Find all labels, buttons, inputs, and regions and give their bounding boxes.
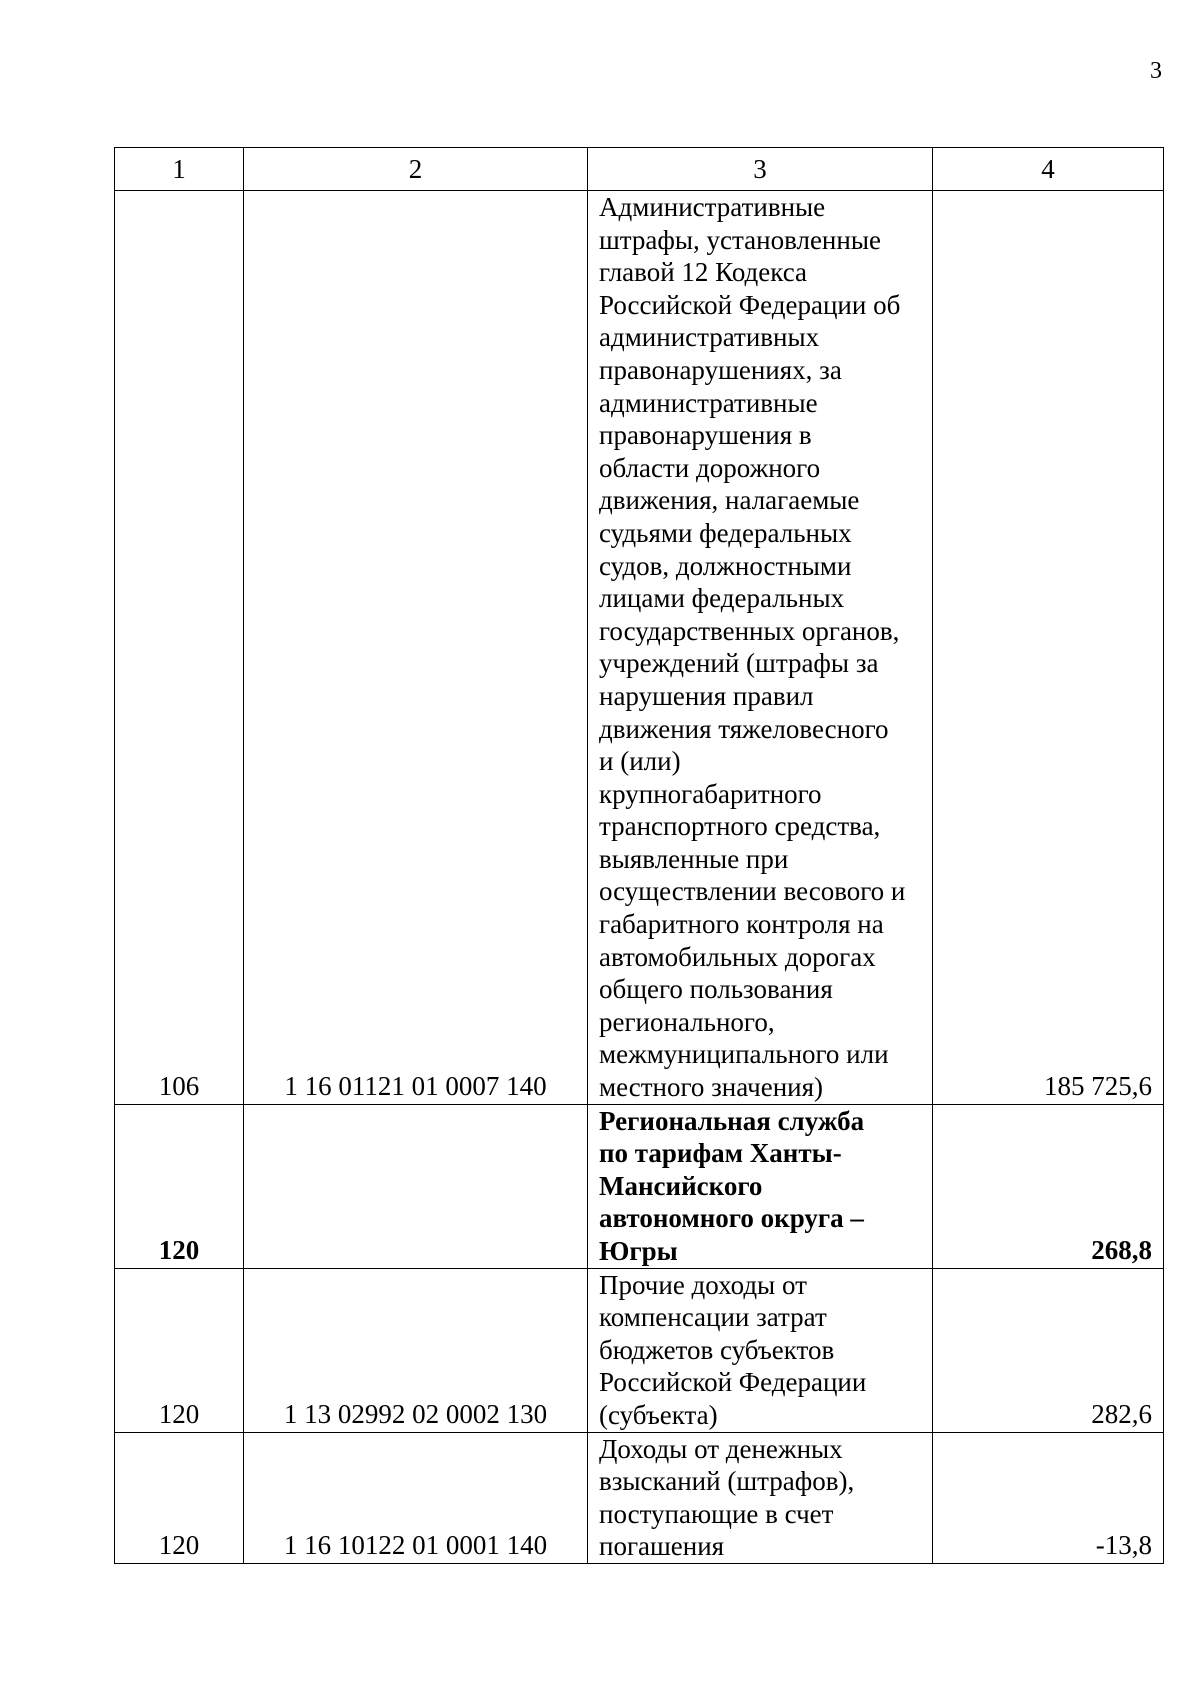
admin-code-cell: 120: [115, 1104, 244, 1268]
table-row: [115, 1268, 1164, 1432]
amount-cell: 185 725,6: [933, 191, 1164, 1105]
description-cell: Региональная служба по тарифам Ханты- Мансийского автономного округа – Югры: [588, 1104, 933, 1268]
amount-cell: 282,6: [933, 1268, 1164, 1432]
column-header-2: 2: [244, 148, 588, 191]
table-header-row: [115, 148, 1164, 191]
revenue-code-cell: 1 16 01121 01 0007 140: [244, 191, 588, 1105]
column-header-3: 3: [588, 148, 933, 191]
description-cell: Административные штрафы, установленные главой 12 Кодекса Российской Федерации об административных правонарушениях, за административные правонарушения в области дорожного движения, налагаемые судьями федеральных судов, должностными лицами федеральных государственных органов, учреждений (штрафы за нарушения правил движения тяжеловесного и (или) крупногабаритного транспортного средства, выявленные при осуществлении весового и габаритного контроля на автомобильных дорогах общего пользования регионального, межмуниципального или местного значения): [588, 191, 933, 1105]
page-number: 3: [1150, 58, 1162, 84]
amount-cell: -13,8: [933, 1432, 1164, 1563]
table-row: [115, 191, 1164, 1105]
budget-revenue-table: [114, 147, 1164, 1564]
description-cell: Прочие доходы от компенсации затрат бюджетов субъектов Российской Федерации (субъекта): [588, 1268, 933, 1432]
column-header-1: 1: [115, 148, 244, 191]
amount-cell: 268,8: [933, 1104, 1164, 1268]
column-header-4: 4: [933, 148, 1164, 191]
revenue-code-cell: 1 16 10122 01 0001 140: [244, 1432, 588, 1563]
admin-code-cell: 120: [115, 1432, 244, 1563]
table-row-section-header: [115, 1104, 1164, 1268]
admin-code-cell: 120: [115, 1268, 244, 1432]
description-cell: Доходы от денежных взысканий (штрафов), поступающие в счет погашения: [588, 1432, 933, 1563]
revenue-code-cell: 1 13 02992 02 0002 130: [244, 1268, 588, 1432]
admin-code-cell: 106: [115, 191, 244, 1105]
table-row: [115, 1432, 1164, 1563]
revenue-code-cell: [244, 1104, 588, 1268]
